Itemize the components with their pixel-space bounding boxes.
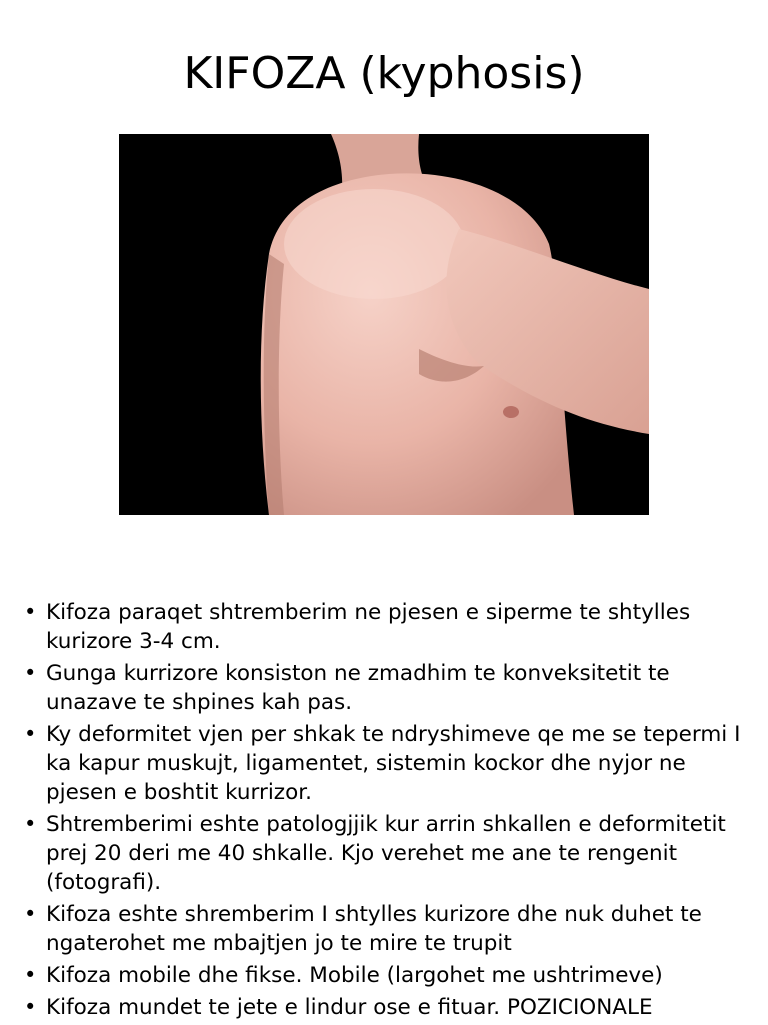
bullet-text: Kifoza eshte shremberim I shtylles kurizore dhe nuk duhet te ngaterohet me mbajtjen jo te mire te trupit <box>46 902 702 956</box>
bullet-dot: • <box>24 995 37 1019</box>
bullet-text: Gunga kurrizore konsiston ne zmadhim te konveksitetit te unazave te shpines kah pas. <box>46 661 670 715</box>
list-item <box>24 659 754 717</box>
kyphosis-back-illustration <box>119 134 649 515</box>
list-item <box>24 993 754 1022</box>
bullet-text: Shtremberimi eshte patologjjik kur arrin shkallen e deformitetit prej 20 deri me 40 shkalle. Kjo verehet me ane te rengenit (fotografi). <box>46 812 726 895</box>
list-item <box>24 961 754 990</box>
list-item <box>24 720 754 807</box>
list-item <box>24 900 754 958</box>
bullet-dot: • <box>24 600 37 624</box>
list-item <box>24 598 754 656</box>
bullet-text: Kifoza mundet te jete e lindur ose e fituar. POZICIONALE <box>46 995 653 1020</box>
bullet-list <box>24 598 754 1025</box>
bullet-text: Kifoza paraqet shtremberim ne pjesen e siperme te shtylles kurizore 3-4 cm. <box>46 600 691 654</box>
bullet-text: Ky deformitet vjen per shkak te ndryshimeve qe me se tepermi I ka kapur muskujt, ligamentet, sistemin kockor dhe nyjor ne pjesen e boshtit kurrizor. <box>46 722 741 805</box>
kyphosis-back-photo <box>119 134 649 515</box>
bullet-dot: • <box>24 963 37 987</box>
bullet-text: Kifoza mobile dhe fikse. Mobile (largohet me ushtrimeve) <box>46 963 663 988</box>
list-item <box>24 810 754 897</box>
bullet-dot: • <box>24 722 37 746</box>
slide-title: KIFOZA (kyphosis) <box>183 48 585 99</box>
bullet-dot: • <box>24 812 37 836</box>
bullet-dot: • <box>24 902 37 926</box>
bullet-dot: • <box>24 661 37 685</box>
